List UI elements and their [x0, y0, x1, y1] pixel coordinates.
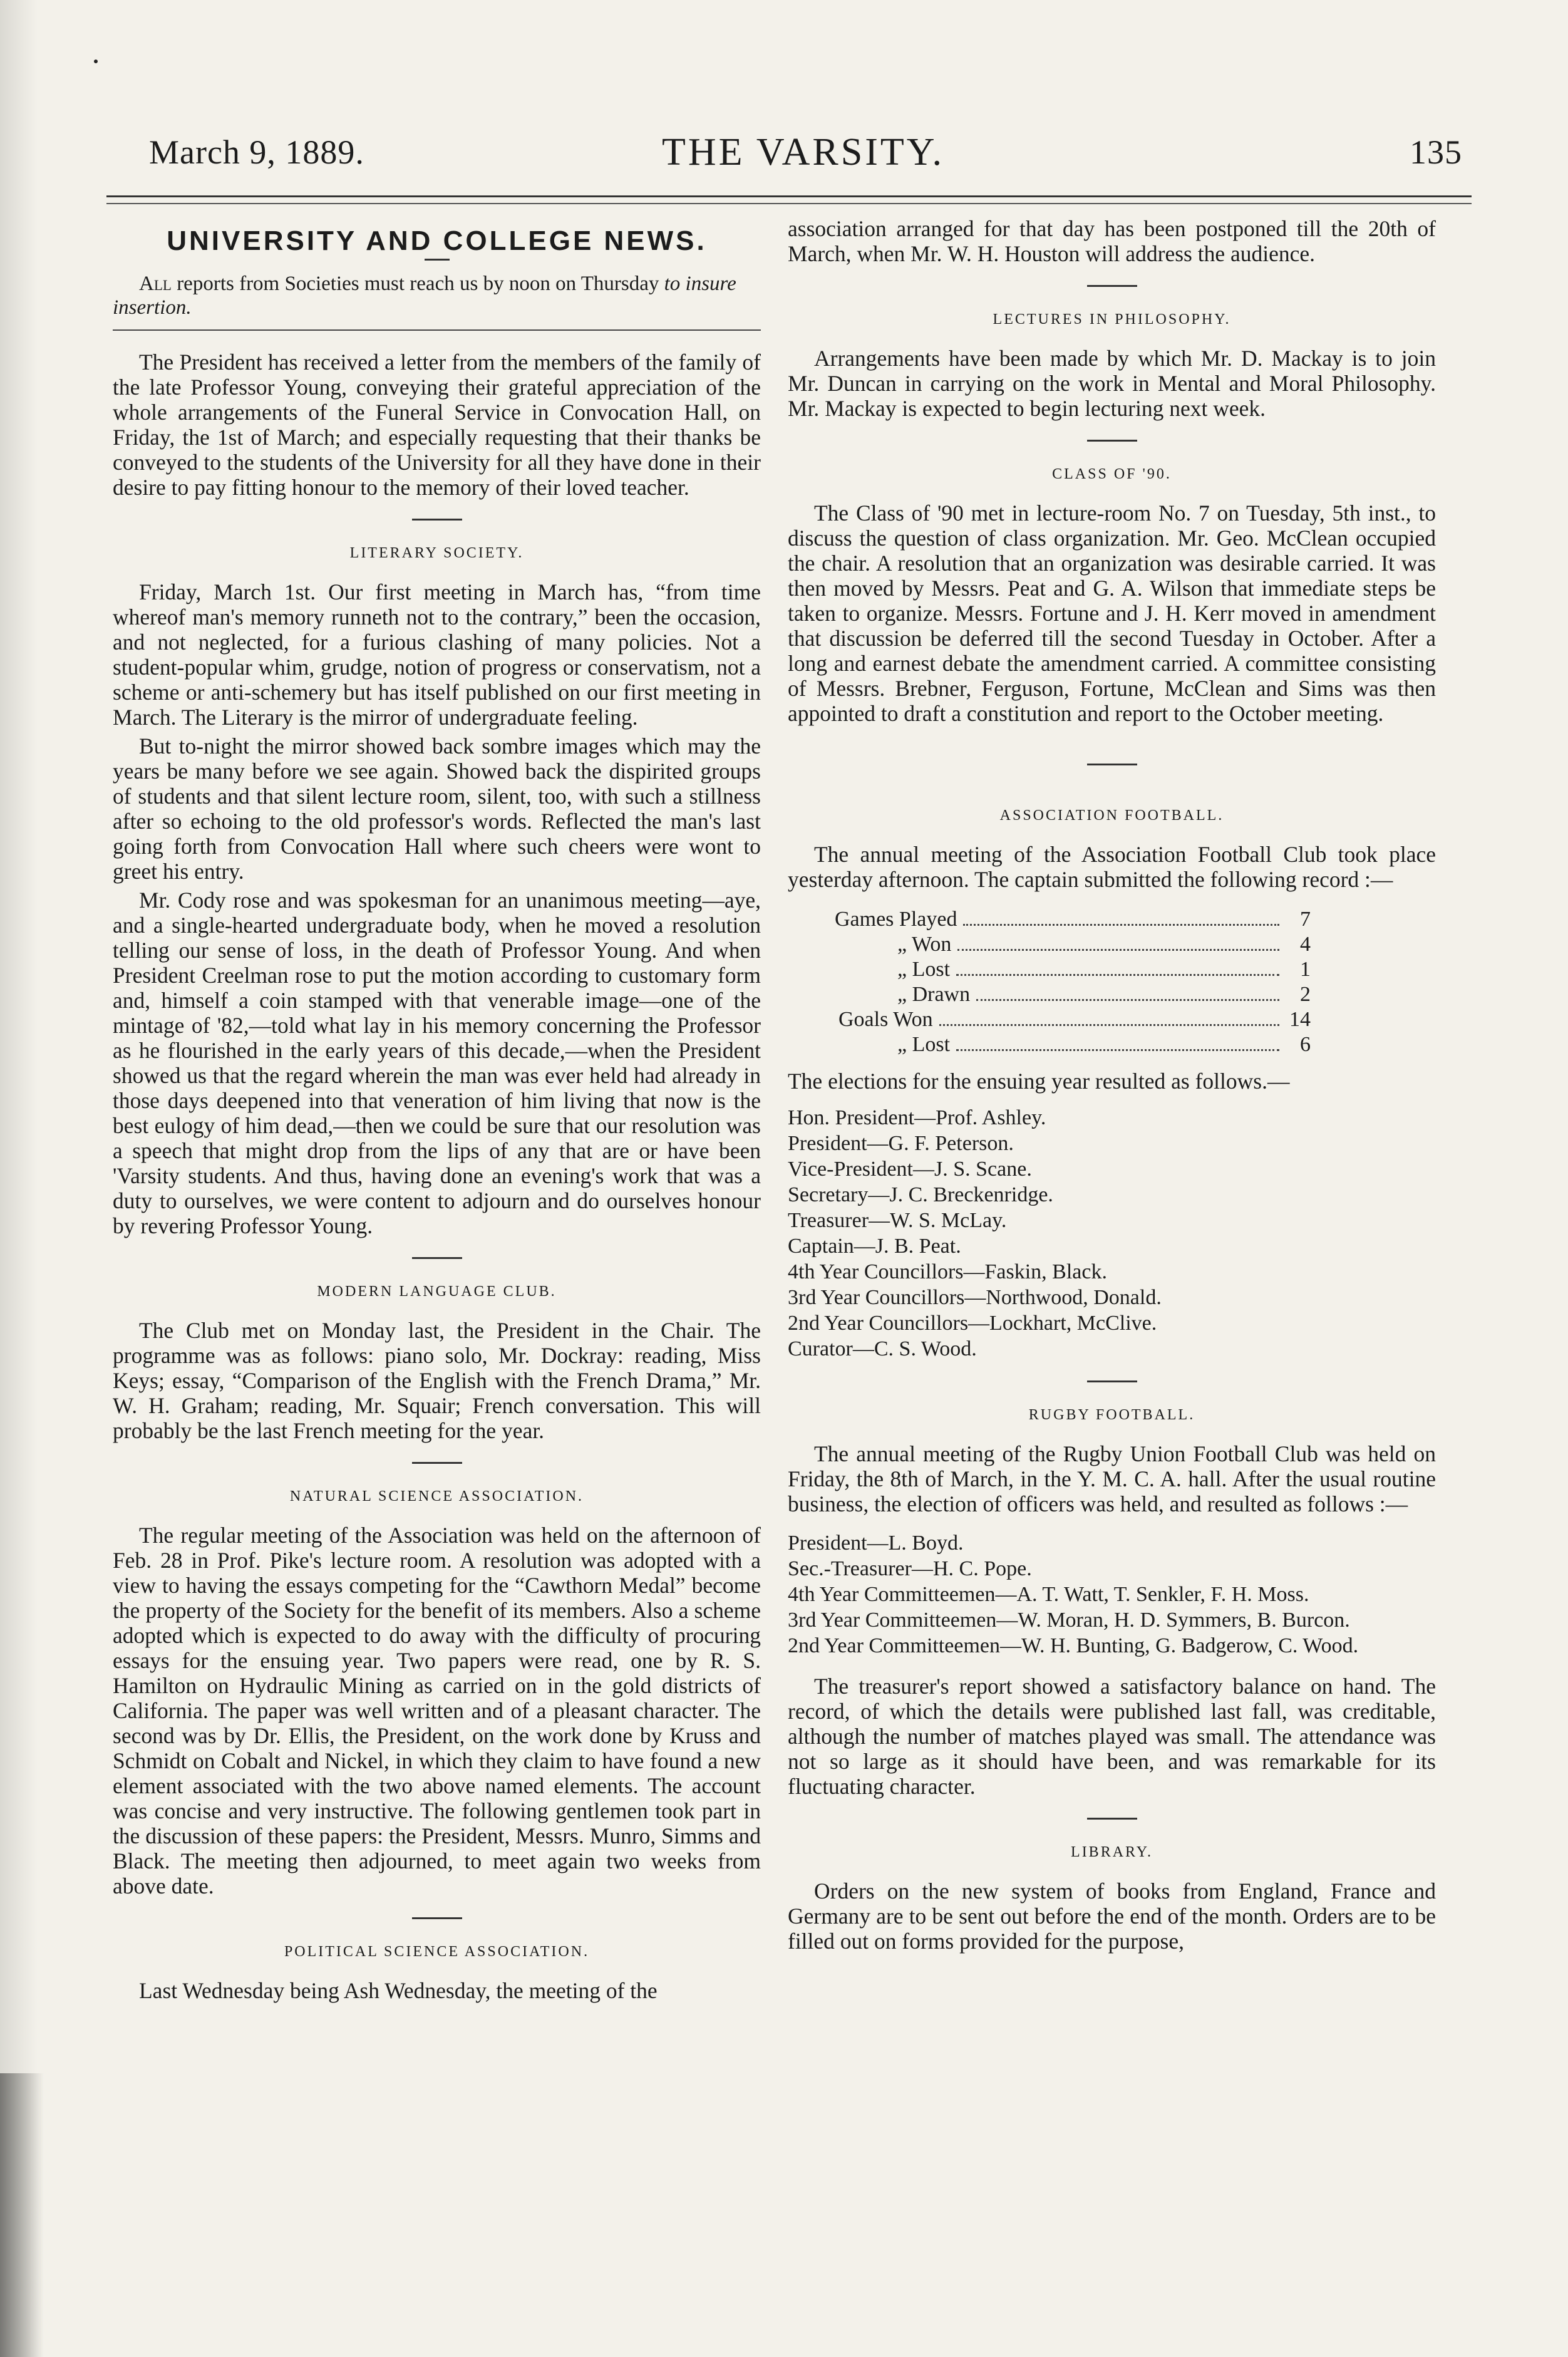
- record-label: „ Lost: [897, 958, 951, 981]
- class-90-paragraph: The Class of '90 met in lecture-room No. 7 on Tuesday, 5th inst., to discuss the question of class organization. Mr. Geo. McClean occupied the chair. A resolution that an organization was desirable carried. It was then moved by Messrs. Peat and G. A. Wilson that immediate steps be taken to organize. Messrs. Fortune and J. H. Kerr moved in amendment that discussion be deferred till the second Tuesday in October. After a long and earnest debate the amendment carried. A committee consisting of Messrs. Brebner, Ferguson, Fortune, McClean and Sims was then appointed to draft a constitution and report to the October meeting.: [788, 500, 1436, 726]
- record-table: [835, 907, 1311, 1057]
- section-heading: UNIVERSITY AND COLLEGE NEWS.: [167, 225, 707, 256]
- leader-dots: [976, 998, 1279, 1001]
- page-edge-shadow: [0, 0, 38, 2357]
- separator: [412, 1257, 462, 1259]
- rugby-paragraph: The annual meeting of the Rugby Union Football Club was held on Friday, the 8th of March, in the Y. M. C. A. hall. After the usual routine business, the election of officers was held, and resulted as follows :—: [788, 1441, 1436, 1516]
- officer-line: Curator—C. S. Wood.: [788, 1337, 977, 1360]
- record-row: [835, 907, 1311, 932]
- officer-line: 3rd Year Committeemen—W. Moran, H. D. Symmers, B. Burcon.: [788, 1608, 1350, 1632]
- natural-science-paragraph: The regular meeting of the Association was held on the afternoon of Feb. 28 in Prof. Pike's lecture room. A resolution was adopted with a view to having the essays competing for the “Cawthorn Medal” become the property of the Society for the benefit of its members. Also a scheme adopted which is expected to do away with the difficulty of procuring essays for the ensuing year. Two papers were read, one by R. S. Hamilton on Hydraulic Mining as carried on in the gold districts of California. The paper was well written and of a pleasant character. The second was by Dr. Ellis, the President, on the work done by Kruss and Schmidt on Cobalt and Nickel, in which they claim to have found a new element associated with the two above named elements. The account was concise and very instructive. The following gentlemen took part in the discussion of these papers: the President, Messrs. Munro, Simms and Black. The meeting then adjourned, to meet again two weeks from above date.: [113, 1523, 761, 1899]
- literary-paragraph: But to-night the mirror showed back sombre images which may the years be many before we see again. Showed back the dispirited groups of students and that silent lecture room, silent, too, with such a stillness after so echoing to the old professor's words. Reflected the man's last going forth from Convocation Hall where such cheers were wont to greet his entry.: [113, 733, 761, 884]
- officer-line: 3rd Year Councillors—Northwood, Donald.: [788, 1286, 1162, 1309]
- officer-line: Vice-President—J. S. Scane.: [788, 1158, 1032, 1181]
- library-paragraph: Orders on the new system of books from England, France and Germany are to be sent out before the end of the month. Orders are to be filled out on forms provided for the purpose,: [788, 1878, 1436, 1954]
- modern-language-title: MODERN LANGUAGE CLUB.: [317, 1283, 557, 1300]
- record-row: [835, 957, 1311, 982]
- elections-intro: The elections for the ensuing year resulted as follows.—: [788, 1069, 1290, 1094]
- note-italic: to insure insertion.: [113, 272, 736, 319]
- association-football-title: ASSOCIATION FOOTBALL.: [999, 807, 1224, 824]
- record-row: [835, 932, 1311, 957]
- record-label: „ Drawn: [897, 983, 971, 1006]
- officer-line: Treasurer—W. S. McLay.: [788, 1209, 1007, 1232]
- record-label: „ Won: [897, 933, 952, 956]
- record-label: Games Played: [835, 908, 957, 931]
- separator: [412, 1917, 462, 1919]
- intro-paragraph: The President has received a letter from the members of the family of the late Professor Young, conveying their grateful appreciation of the whole arrangements of the Funeral Service in Convocation Hall, on Friday, the 1st of March; and especially requesting that their thanks be conveyed to the students of the University for all they have done in their desire to pay fitting honour to the memory of their loved teacher.: [113, 350, 761, 500]
- officer-line: Captain—J. B. Peat.: [788, 1235, 961, 1258]
- officer-line: President—G. F. Peterson.: [788, 1132, 1014, 1155]
- class-90-title: CLASS OF '90.: [1052, 466, 1172, 482]
- rugby-football-title: RUGBY FOOTBALL.: [1028, 1407, 1195, 1423]
- submission-note: [113, 272, 761, 319]
- leader-dots: [963, 923, 1279, 926]
- record-value: 1: [1300, 958, 1311, 981]
- officer-line: Sec.-Treasurer—H. C. Pope.: [788, 1557, 1032, 1580]
- binding-shadow: [0, 2073, 44, 2357]
- modern-language-paragraph: The Club met on Monday last, the President in the Chair. The programme was as follows: piano solo, Mr. Dockray: reading, Miss Keys; essay, “Comparison of the English with the French Drama,” Mr. W. H. Graham; reading, Mr. Squair; French conversation. This will probably be the last French meeting for the year.: [113, 1318, 761, 1443]
- masthead: THE VARSITY.: [661, 131, 945, 174]
- philosophy-title: LECTURES IN PHILOSOPHY.: [993, 311, 1231, 328]
- leader-dots: [957, 948, 1279, 951]
- page-header: [144, 125, 1462, 182]
- officer-line: President—L. Boyd.: [788, 1531, 964, 1555]
- literary-society-title: LITERARY SOCIETY.: [349, 545, 524, 561]
- issue-date: March 9, 1889.: [149, 133, 364, 171]
- left-column: [113, 216, 761, 2007]
- leader-dots: [939, 1023, 1279, 1026]
- page-number: 135: [1410, 133, 1462, 171]
- record-row: [835, 1007, 1311, 1032]
- philosophy-paragraph: Arrangements have been made by which Mr. D. Mackay is to join Mr. Duncan in carrying on the work in Mental and Moral Philosophy. Mr. Mackay is expected to begin lecturing next week.: [788, 346, 1436, 421]
- political-science-paragraph: Last Wednesday being Ash Wednesday, the meeting of the: [139, 1978, 658, 2003]
- officer-line: 2nd Year Councillors—Lockhart, McClive.: [788, 1312, 1157, 1335]
- rugby-officers: [788, 1530, 1436, 1659]
- record-value: 6: [1300, 1033, 1311, 1056]
- record-label: „ Lost: [897, 1033, 951, 1056]
- literary-paragraph: Friday, March 1st. Our first meeting in March has, “from time whereof man's memory runneth not to the contrary,” been the occasion, and not neglected, for a furious clashing of many policies. Not a student-popular whim, grudge, notion of progress or conservatism, not a scheme or anti-schemery but has itself published on our first meeting in March. The Literary is the mirror of undergraduate feeling.: [113, 579, 761, 730]
- leader-dots: [956, 1049, 1279, 1051]
- note-text: reports from Societies must reach us by noon on Thursday: [177, 272, 659, 295]
- record-value: 4: [1300, 933, 1311, 956]
- association-officers: [788, 1105, 1436, 1362]
- note-rule: [113, 329, 761, 331]
- continued-paragraph: association arranged for that day has been postponed till the 20th of March, when Mr. W. H. Houston will address the audience.: [788, 216, 1436, 266]
- officer-line: 4th Year Committeemen—A. T. Watt, T. Senkler, F. H. Moss.: [788, 1583, 1309, 1606]
- natural-science-title: NATURAL SCIENCE ASSOCIATION.: [289, 1488, 584, 1505]
- separator: [412, 519, 462, 521]
- separator: [1087, 1381, 1137, 1382]
- record-value: 2: [1300, 983, 1311, 1006]
- separator: [1087, 764, 1137, 765]
- association-football-paragraph: The annual meeting of the Association Football Club took place yesterday afternoon. The captain submitted the following record :—: [788, 842, 1436, 892]
- separator: [1087, 440, 1137, 442]
- separator: [1087, 1818, 1137, 1820]
- separator: [1087, 285, 1137, 287]
- record-value: 14: [1289, 1008, 1311, 1031]
- rugby-report-paragraph: The treasurer's report showed a satisfactory balance on hand. The record, of which the details were published last fall, was creditable, although the number of matches played was small. The attendance was not so large as it should have been, and was remarkable for its fluctuating character.: [788, 1674, 1436, 1799]
- note-lead: All: [139, 272, 172, 295]
- officer-line: Secretary—J. C. Breckenridge.: [788, 1183, 1053, 1206]
- library-title: LIBRARY.: [1071, 1844, 1153, 1860]
- record-row: [835, 982, 1311, 1007]
- political-science-title: POLITICAL SCIENCE ASSOCIATION.: [284, 1944, 590, 1960]
- header-rule: [106, 195, 1472, 204]
- officer-line: 4th Year Councillors—Faskin, Black.: [788, 1260, 1107, 1283]
- record-label: Goals Won: [838, 1008, 933, 1031]
- officer-line: 2nd Year Committeemen—W. H. Bunting, G. Badgerow, C. Wood.: [788, 1634, 1359, 1657]
- record-value: 7: [1300, 908, 1311, 931]
- speck: [94, 60, 98, 63]
- officer-line: Hon. President—Prof. Ashley.: [788, 1106, 1046, 1129]
- right-column: [788, 216, 1436, 1957]
- literary-paragraph: Mr. Cody rose and was spokesman for an unanimous meeting—aye, and a single-hearted undergraduate body, when he moved a resolution telling our sense of loss, in the death of Professor Young. And when President Creelman rose to put the motion according to customary form and, himself a coin stamped with that venerable image—one of the mintage of '82,—told what lay in his memory concerning the Professor as he flourished in the early years of this decade,—when the President showed us that the regard wherein the man was ever held had already in those days deepened into that veneration of him living that now is the best eulogy of him dead,—then we could be sure that our resolution was a speech that might drop from the lips of any that are or have been 'Varsity students. And thus, having done an evening's work that was a duty to ourselves, we were content to adjourn and do ourselves honour by revering Professor Young.: [113, 888, 761, 1238]
- separator: [412, 1462, 462, 1464]
- heading-rule: [425, 259, 450, 261]
- leader-dots: [956, 973, 1279, 976]
- record-row: [835, 1032, 1311, 1057]
